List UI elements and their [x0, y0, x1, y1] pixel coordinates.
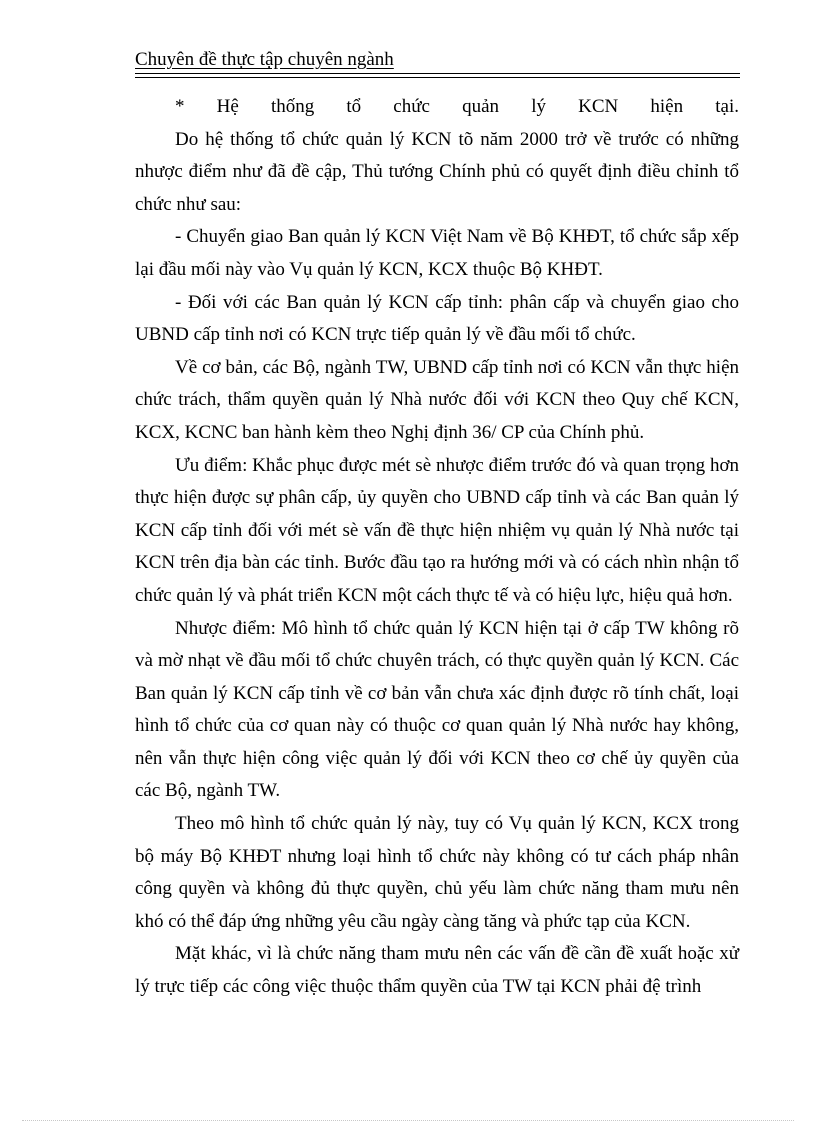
paragraph-intro: Do hệ thống tổ chức quản lý KCN tõ năm 2000 trở về trước có những nhược điểm như đã đề cập, Thủ tướng Chính phủ có quyết định điều chỉnh tổ chức như sau:: [135, 128, 739, 215]
paragraph-disadvantages: Nhược điểm: Mô hình tổ chức quản lý KCN hiện tại ở cấp TW không rõ và mờ nhạt về đầu mối tổ chức chuyên trách, có thực quyền quản lý KCN. Các Ban quản lý KCN cấp tỉnh về cơ bản vẫn chưa xác định được rõ tính chất, loại hình tổ chức của cơ quan này có thuộc cơ quan quản lý Nhà nước hay không, nên vẫn thực hiện công việc quản lý đối với KCN theo cơ chế ủy quyền của các Bộ, ngành TW.: [135, 617, 739, 802]
page-header: [135, 49, 740, 78]
paragraph-bullet-provincial: - Đối với các Ban quản lý KCN cấp tỉnh: phân cấp và chuyển giao cho UBND cấp tỉnh nơi có KCN trực tiếp quản lý về đầu mối tổ chức.: [135, 291, 739, 346]
paragraph-model: Theo mô hình tổ chức quản lý này, tuy có Vụ quản lý KCN, KCX trong bộ máy Bộ KHĐT nhưng loại hình tổ chức này không có tư cách pháp nhân công quyền và không đủ thực quyền, chủ yếu làm chức năng tham mưu nên khó có thể đáp ứng những yêu cầu ngày càng tăng và phức tạp của KCN.: [135, 813, 739, 932]
paragraph-bullet-central: - Chuyển giao Ban quản lý KCN Việt Nam về Bộ KHĐT, tổ chức sắp xếp lại đầu mối này vào Vụ quản lý KCN, KCX thuộc Bộ KHĐT.: [135, 226, 739, 280]
document-body: [135, 91, 739, 1004]
page-bottom-border: [22, 1120, 794, 1121]
header-title: Chuyên đề thực tập chuyên ngành: [135, 49, 394, 70]
header-double-rule: [135, 73, 740, 78]
section-heading: * Hệ thống tổ chức quản lý KCN hiện tại.: [175, 96, 739, 117]
paragraph-advantages: Ưu điểm: Khắc phục được mét sè nhược điểm trước đó và quan trọng hơn thực hiện được sự phân cấp, ủy quyền cho UBND cấp tỉnh và các Ban quản lý KCN cấp tỉnh đối với mét sè vấn đề thực hiện nhiệm vụ quản lý Nhà nước tại KCN trên địa bàn các tỉnh. Bước đầu tạo ra hướng mới và có cách nhìn nhận tổ chức quản lý và phát triển KCN một cách thực tế và có hiệu lực, hiệu quả hơn.: [135, 454, 739, 606]
paragraph-other-hand: Mặt khác, vì là chức năng tham mưu nên các vấn đề cần đề xuất hoặc xử lý trực tiếp các công việc thuộc thẩm quyền của TW tại KCN phải đệ trình: [135, 943, 739, 998]
paragraph-basics: Về cơ bản, các Bộ, ngành TW, UBND cấp tỉnh nơi có KCN vẫn thực hiện chức trách, thẩm quyền quản lý Nhà nước đối với KCN theo Quy chế KCN, KCX, KCNC ban hành kèm theo Nghị định 36/ CP của Chính phủ.: [135, 356, 739, 443]
